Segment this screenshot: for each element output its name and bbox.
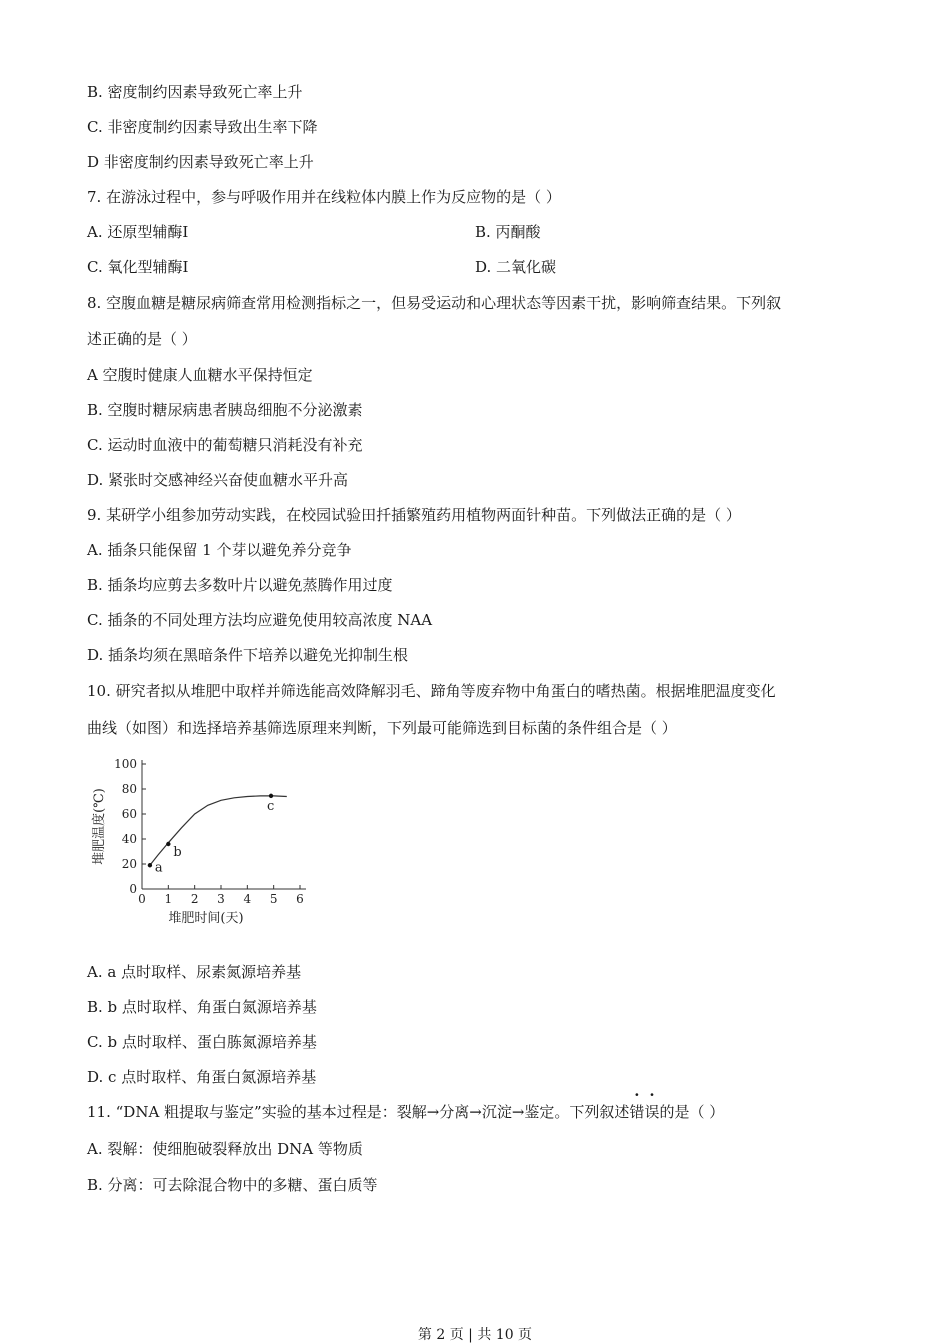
x-tick-label: 5	[269, 892, 278, 906]
x-tick-label: 0	[138, 892, 146, 906]
question-11	[87, 1102, 724, 1122]
question-10-line1: 10. 研究者拟从堆肥中取样并筛选能高效降解羽毛、蹄角等废弃物中角蛋白的嗜热菌。根据堆肥温度变化	[87, 682, 776, 700]
point-a-marker	[148, 863, 152, 867]
q8-option-b: B. 空腹时糖尿病患者胰岛细胞不分泌激素	[87, 401, 363, 419]
point-b-marker	[166, 842, 170, 846]
q11-prefix: 11. “DNA 粗提取与鉴定”实验的基本过程是：裂解→分离→沉淀→鉴定。下列叙述	[87, 1103, 630, 1121]
y-tick-label: 60	[121, 807, 137, 821]
point-c-label: c	[267, 798, 275, 814]
q10-option-b: B. b 点时取样、角蛋白氮源培养基	[87, 998, 317, 1016]
option-c-non-density-birth: C. 非密度制约因素导致出生率下降	[87, 118, 318, 136]
option-b-density: B. 密度制约因素导致死亡率上升	[87, 83, 303, 101]
x-tick-label: 3	[217, 892, 225, 906]
chart-ticks	[114, 757, 304, 906]
q7-option-c: C. 氧化型辅酶Ⅰ	[87, 258, 189, 276]
q9-option-a: A. 插条只能保留 1 个芽以避免养分竞争	[87, 541, 352, 559]
x-tick-label: 1	[164, 892, 173, 906]
q11-emphasis-1: 错	[629, 1103, 645, 1121]
q11-option-a: A. 裂解：使细胞破裂释放出 DNA 等物质	[87, 1140, 363, 1158]
page-footer: 第 2 页 | 共 10 页	[417, 1327, 533, 1343]
y-tick-label: 100	[114, 757, 137, 771]
point-b-label: b	[173, 845, 182, 860]
q7-option-b: B. 丙酮酸	[475, 223, 541, 241]
question-7: 7. 在游泳过程中，参与呼吸作用并在线粒体内膜上作为反应物的是（ ）	[87, 188, 561, 206]
q9-option-d: D. 插条均须在黑暗条件下培养以避免光抑制生根	[87, 646, 409, 664]
y-tick-label: 0	[129, 882, 137, 896]
x-axis-label: 堆肥时间(天)	[168, 911, 244, 926]
option-d-non-density-death: D 非密度制约因素导致死亡率上升	[87, 153, 314, 171]
y-tick-label: 40	[121, 832, 137, 846]
q9-option-c: C. 插条的不同处理方法均应避免使用较高浓度 NAA	[87, 611, 433, 629]
x-tick-label: 6	[296, 892, 304, 906]
q10-option-a: A. a 点时取样、尿素氮源培养基	[87, 963, 302, 981]
y-tick-label: 20	[121, 857, 137, 871]
point-c-marker	[269, 794, 273, 798]
y-tick-label: 80	[121, 782, 137, 796]
question-8-line1: 8. 空腹血糖是糖尿病筛查常用检测指标之一，但易受运动和心理状态等因素干扰，影响筛查结果。下列叙	[87, 294, 782, 312]
q8-option-d: D. 紧张时交感神经兴奋使血糖水平升高	[87, 471, 349, 489]
x-tick-label: 2	[190, 892, 199, 906]
q11-emphasis-2: 误	[644, 1103, 660, 1121]
q11-option-b: B. 分离：可去除混合物中的多糖、蛋白质等	[87, 1176, 378, 1194]
q8-option-a: A 空腹时健康人血糖水平保持恒定	[87, 366, 313, 384]
q7-option-d: D. 二氧化碳	[475, 258, 557, 276]
q11-suffix: 的是（ ）	[659, 1103, 725, 1121]
q8-option-c: C. 运动时血液中的葡萄糖只消耗没有补充	[87, 436, 363, 454]
point-a-label: a	[154, 860, 163, 876]
q10-option-d: D. c 点时取样、角蛋白氮源培养基	[87, 1068, 317, 1086]
question-9: 9. 某研学小组参加劳动实践，在校园试验田扦插繁殖药用植物两面针种苗。下列做法正确的是（ ）	[87, 506, 741, 524]
chart-points	[148, 794, 275, 876]
chart-axes	[142, 760, 306, 889]
question-10-line2: 曲线（如图）和选择培养基筛选原理来判断，下列最可能筛选到目标菌的条件组合是（ ）	[87, 719, 677, 737]
q9-option-b: B. 插条均应剪去多数叶片以避免蒸腾作用过度	[87, 576, 393, 594]
q7-option-a: A. 还原型辅酶Ⅰ	[87, 223, 189, 241]
question-8-line2: 述正确的是（ ）	[87, 330, 197, 348]
y-axis-label: 堆肥温度(℃)	[92, 788, 107, 865]
compost-temperature-chart	[85, 752, 315, 937]
q10-option-c: C. b 点时取样、蛋白胨氮源培养基	[87, 1033, 317, 1051]
x-tick-label: 4	[243, 892, 252, 906]
